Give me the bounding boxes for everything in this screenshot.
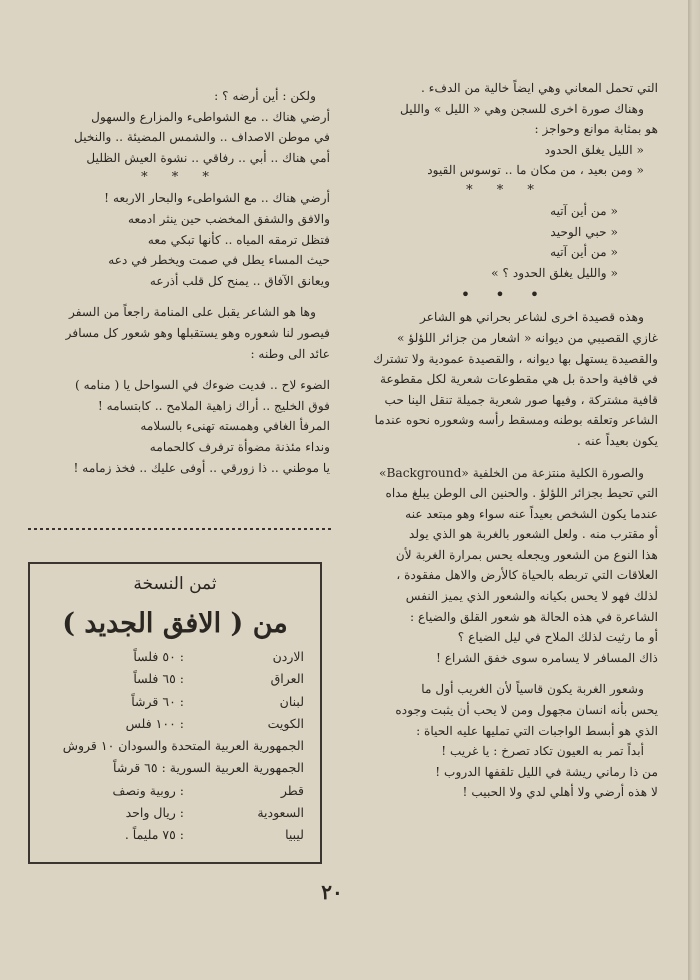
price-value: : ريال واحد [125,805,184,821]
price-title: ثمن النسخة [133,574,217,594]
verse-line: يا موطني .. ذا زورقي .. أوفى عليك .. فخذ زمامه ! [73,460,330,475]
price-value: : ٥٠ فلساً [133,649,184,664]
verse-line: « من أين آتيه [550,245,618,260]
verse-line: المرفأ الغافي وهمسته تهنىء بالسلامه [140,419,330,434]
verse-line: من ذا رماني ريشة في الليل تلقفها الدروب ! [435,764,658,779]
price-row [30,691,320,713]
verse-line: « حبي الوحيد [550,224,618,239]
country-name: قطر [280,782,304,798]
text-line: فيصور لنا شعوره وهو يستقبلها وهو شعور كل مسافر [65,325,330,340]
text-line: عندما يكون الشخص بعيداً عنه سواء وهو مبتعد عنه [405,506,658,521]
right-column [352,78,658,803]
text-line: الشاعرة في هذه الحالة هو شعور القلق والضياع : [410,609,658,624]
text-line: التي تحمل المعاني وهي ايضاً خالية من الدفء . [421,81,658,95]
price-box [28,562,322,864]
section-stars: * * * [141,170,219,186]
verse-line: ونداء مئذنة مضوأة ترفرف كالحمامه [149,439,330,454]
page-binding-edge [688,0,700,980]
magazine-brand: من ( الافق الجديد ) [62,608,288,639]
verse-line: أو ما رثيت لذلك الملاح في ليل الضياع ؟ [457,630,658,645]
text-line: عائد الى وطنه : [250,346,330,361]
text-line: الذي هو أبسط الواجبات التي تمليها عليه الحياة : [416,723,658,738]
text-line: والصورة الكلية منتزعة من الخلفية «Background» [379,465,644,480]
text-line: أو مقترب منه . ولعل الشعور بالغربة هو الذي يولد [409,527,658,542]
price-value: : ١٠٠ فلس [125,715,184,731]
country-name: الاردن [272,649,304,664]
price-value: : روبية ونصف [112,782,184,798]
text-line: العلاقات التي تربطه بالحياة كالأرض والاهل مفقودة ، [396,568,658,583]
verse-line: فوق الخليج .. أراك زاهية الملامح .. كابتسامه ! [97,398,330,413]
verse-line: ذاك المسافر لا يسامره سوى خفق الشراع ! [436,650,658,665]
page-number: ٢٠ [321,880,343,904]
verse-line: ويعانق الآفاق .. يمنح كل قلب أذرعه [149,273,330,288]
price-row [30,824,320,846]
price-value: : ٦٥ فلساً [133,671,184,687]
text-line: يكون بعيداً عنه . [576,433,658,448]
verse-line: فتظل ترمقه المياه .. كأنها تبكي معه [147,232,330,247]
text-line: التي تحيط بجزائر اللؤلؤ . والحنين الى الوطن يبلغ مداه [385,486,658,501]
verse-line: أرضي هناك .. مع الشواطىء والبحار الاربعه ! [104,191,330,206]
verse-line: في موطن الاصداف .. والشمس المضيئة .. والنخيل [74,130,330,145]
text-line: يحس بأنه انسان مجهول ومن لا يحب أن يثبت وجوده [395,703,658,718]
price-row [30,780,320,802]
price-row [30,713,320,735]
text-line: وهناك صورة اخرى للسجن وهي « الليل » والليل [400,101,644,116]
country-name: لبنان [279,693,304,709]
country-name: ليبيا [285,827,304,843]
text-line: في قافية واحدة بل هي مقطوعات شعرية لكل مقطوعة [379,372,658,387]
price-row-full: الجمهورية العربية السورية : ٦٥ قرشاً [113,760,304,776]
text-line: ولكن : أين أرضه ؟ : [214,89,316,103]
price-value: : ٧٥ مليماً . [124,827,184,843]
verse-line: الضوء لاح .. فديت ضوءك في السواحل يا ( منامه ) [74,378,330,393]
text-line: غازي القصيبي من ديوانه « اشعار من جزائر اللؤلؤ » [397,330,658,345]
price-row-full: الجمهورية العربية المتحدة والسودان ١٠ قروش [62,738,304,754]
wavy-divider [28,524,334,534]
price-row [30,668,320,690]
verse-line: « من أين آتيه [550,203,618,218]
verse-line: أرضي هناك .. مع الشواطىء والمزارع والسهول [91,109,330,124]
price-value: : ٦٠ قرشاً [131,693,184,709]
country-name: السعودية [257,805,304,821]
country-name: العراق [270,671,304,687]
price-row [30,802,320,824]
verse-line: أمي هناك .. أبي .. رفاقي .. نشوة العيش الظليل [86,150,330,165]
text-line: الشاعر وتعلقه بوطنه ومسقط رأسه وشعوره نحوه عندما [374,413,658,428]
verse-line: أبداً تمر به العيون تكاد تصرخ : يا غريب ! [441,744,644,759]
verse-line: حيث المساء يطل في صمت ويخطر في دعه [108,253,330,268]
text-line: هو بمثابة موانع وحواجز : [534,122,658,137]
text-line: وهذه قصيدة اخرى لشاعر بحراني هو الشاعر [420,310,644,325]
verse-line: « والليل يغلق الحدود ؟ » [491,265,618,280]
text-line: قافية مشتركة ، وفيها صور شعرية جميلة تنقل الينا حب [384,392,658,407]
section-stars: * * * [466,182,544,198]
text-line: لذلك فهو لا يحس بكيانه والشعور الذي يميز النفس [405,589,658,604]
section-bullets: • • • [460,285,550,305]
verse-line: لا هذه أرضي ولا أهلي لدي ولا الحبيب ! [462,785,658,800]
text-line: والقصيدة يستهل بها ديوانه ، والقصيدة عمودية ولا تشترك [373,351,658,366]
verse-line: « الليل يغلق الحدود [544,142,644,157]
text-line: وشعور الغربة يكون قاسياً لأن الغريب أول ما [421,682,644,697]
price-row [30,646,320,668]
verse-line: « ومن بعيد ، من مكان ما .. توسوس القيود [427,163,644,178]
left-column [30,86,330,478]
text-line: هذا النوع من الشعور ويجعله يحس بمرارة الغربة لأن [395,547,658,562]
country-name: الكويت [267,715,304,731]
verse-line: والافق والشفق المخضب حين ينثر ادمعه [127,211,330,226]
text-line: وها هو الشاعر يقبل على المنامة راجعاً من السفر [68,305,316,320]
